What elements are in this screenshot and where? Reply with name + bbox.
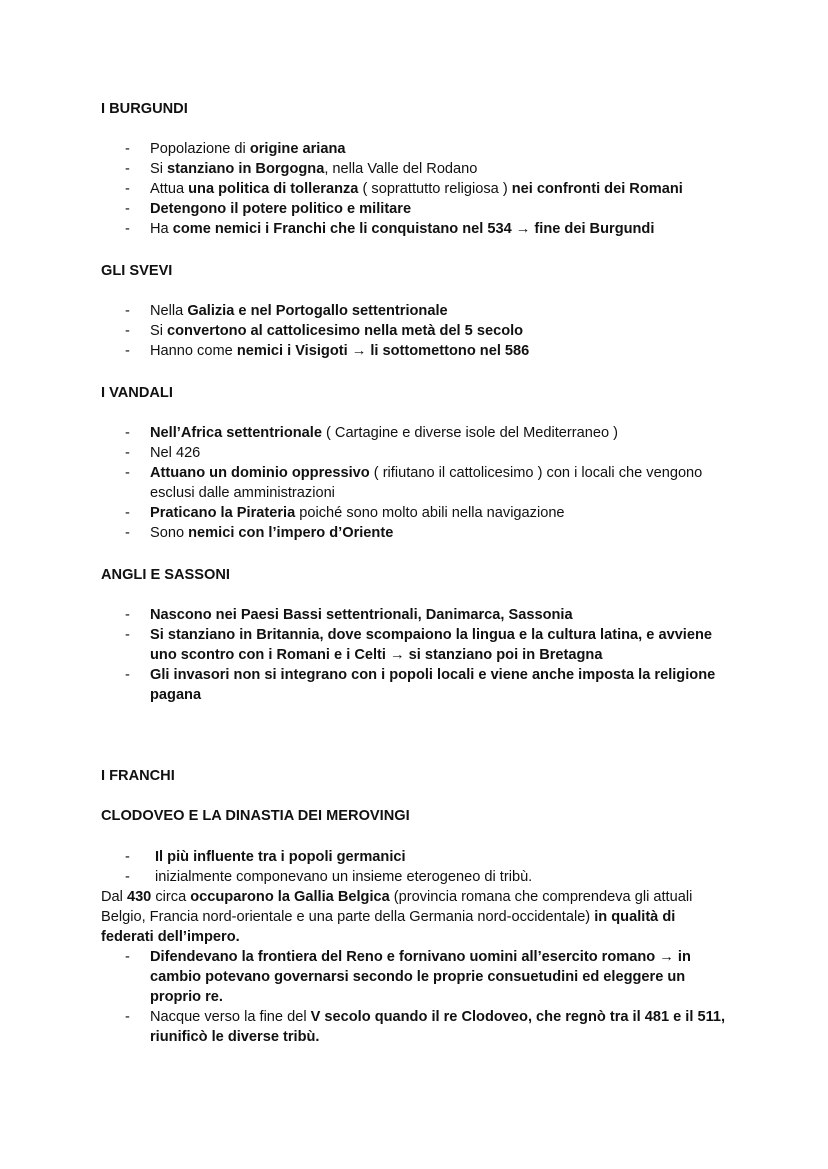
bullet-dash: - xyxy=(125,343,130,359)
text: , nella Valle del Rodano xyxy=(324,161,478,177)
bold-text: Galizia e nel Portogallo settentrionale xyxy=(187,303,448,319)
bold-text: Attuano un dominio oppressivo xyxy=(150,465,370,481)
text: Ha xyxy=(150,221,173,237)
bold-text: nei confronti dei Romani xyxy=(511,181,683,197)
text: Si xyxy=(150,161,168,177)
text: circa xyxy=(151,889,191,905)
bullet-dash: - xyxy=(125,445,130,461)
text: Nacque verso la fine del xyxy=(150,1009,311,1025)
bold-text: una politica di tolleranza xyxy=(188,181,359,197)
bullet-dash: - xyxy=(125,627,130,643)
list-item xyxy=(101,321,726,341)
bullet-dash: - xyxy=(125,161,130,177)
bold-text: Praticano la Pirateria xyxy=(150,505,296,521)
bold-text: 430 xyxy=(126,889,152,905)
bold-text: in qualità di federati dell’impero. xyxy=(101,909,676,945)
list-item xyxy=(101,219,726,239)
list-item xyxy=(101,139,726,159)
list-item xyxy=(101,1007,726,1047)
bullet-dash: - xyxy=(125,181,130,197)
list-item xyxy=(101,179,726,199)
bullet-dash: - xyxy=(125,323,130,339)
text: (provincia romana che comprendeva gli attuali Belgio, Francia nord-orientale e una parte della Germania nord-occidentale) xyxy=(101,889,693,925)
text: ( Cartagine e diverse isole del Mediterraneo ) xyxy=(321,425,619,441)
heading-angli-sassoni: ANGLI E SASSONI xyxy=(101,567,230,583)
bullet-dash: - xyxy=(125,525,130,541)
bold-text: Nell’Africa settentrionale xyxy=(150,425,322,441)
bullet-dash: - xyxy=(125,849,130,865)
list-item xyxy=(101,463,726,503)
list-item xyxy=(101,199,726,219)
bullet-dash: - xyxy=(125,221,130,237)
text: Hanno come xyxy=(150,343,237,359)
list-item xyxy=(101,341,726,361)
bullet-dash: - xyxy=(125,425,130,441)
bold-text: stanziano in Borgogna xyxy=(167,161,325,177)
text: Si xyxy=(150,323,168,339)
bold-text: Il più influente tra i popoli germanici xyxy=(155,849,406,865)
bullet-dash: - xyxy=(125,869,130,885)
list-item xyxy=(101,423,726,443)
list-angli-sassoni xyxy=(101,605,726,705)
list-item xyxy=(101,503,726,523)
list-item xyxy=(101,867,726,887)
list-franchi-2 xyxy=(101,947,726,1047)
list-item xyxy=(101,159,726,179)
list-franchi-1 xyxy=(101,847,726,887)
bold-text: Nascono nei Paesi Bassi settentrionali, Danimarca, Sassonia xyxy=(150,607,573,623)
bold-text: nemici i Visigoti → li sottomettono nel 586 xyxy=(236,343,530,359)
bullet-dash: - xyxy=(125,141,130,157)
heading-clodoveo: CLODOVEO E LA DINASTIA DEI MEROVINGI xyxy=(101,808,410,824)
bullet-dash: - xyxy=(125,465,130,481)
list-item xyxy=(101,665,726,705)
bold-text: Difendevano la frontiera del Reno e fornivano uomini all’esercito romano → in cambio potevano governarsi secondo le proprie consuetudini ed eleggere un proprio re. xyxy=(150,949,691,1005)
bold-text: Si stanziano in Britannia, dove scompaiono la lingua e la cultura latina, e avviene uno scontro con i Romani e i Celti → si stanziano poi in Bretagna xyxy=(150,627,713,663)
bullet-dash: - xyxy=(125,607,130,623)
list-item xyxy=(101,523,726,543)
list-vandali xyxy=(101,423,726,543)
bold-text: come nemici i Franchi che li conquistano nel 534 → fine dei Burgundi xyxy=(172,221,655,237)
heading-vandali: I VANDALI xyxy=(101,385,173,401)
text: Nel 426 xyxy=(150,445,201,461)
bullet-dash: - xyxy=(125,949,130,965)
list-burgundi xyxy=(101,139,726,239)
bold-text: V secolo quando il re Clodoveo, che regnò tra il 481 e il 511, riunificò le diverse tribù. xyxy=(150,1009,726,1045)
bullet-dash: - xyxy=(125,201,130,217)
bold-text: occuparono la Gallia Belgica xyxy=(190,889,390,905)
bold-text: nemici con l’impero d’Oriente xyxy=(188,525,394,541)
list-item xyxy=(101,443,726,463)
list-svevi xyxy=(101,301,726,361)
text: ( rifiutano il cattolicesimo ) con i locali che vengono esclusi dalle amministrazioni xyxy=(150,465,703,501)
text: Nella xyxy=(150,303,188,319)
bold-text: convertono al cattolicesimo nella metà del 5 secolo xyxy=(167,323,524,339)
bullet-dash: - xyxy=(125,303,130,319)
text: Sono xyxy=(150,525,189,541)
bullet-dash: - xyxy=(125,1009,130,1025)
text: Dal xyxy=(101,889,127,905)
list-item xyxy=(101,847,726,867)
bullet-dash: - xyxy=(125,667,130,683)
paragraph-gallia-belgica xyxy=(101,887,726,947)
text: poiché sono molto abili nella navigazione xyxy=(295,505,565,521)
bold-text: Detengono il potere politico e militare xyxy=(150,201,412,217)
list-item xyxy=(101,625,726,665)
text: Attua xyxy=(150,181,189,197)
heading-svevi: GLI SVEVI xyxy=(101,263,173,279)
bold-text: Gli invasori non si integrano con i popoli locali e viene anche imposta la religione pagana xyxy=(150,667,716,703)
bold-text: origine ariana xyxy=(249,141,346,157)
heading-burgundi: I BURGUNDI xyxy=(101,101,188,117)
heading-franchi: I FRANCHI xyxy=(101,768,175,784)
list-item xyxy=(101,301,726,321)
list-item xyxy=(101,605,726,625)
list-item xyxy=(101,947,726,1007)
text: inizialmente componevano un insieme eterogeneo di tribù. xyxy=(155,869,533,885)
text: ( soprattutto religiosa ) xyxy=(358,181,512,197)
text: Popolazione di xyxy=(150,141,250,157)
bullet-dash: - xyxy=(125,505,130,521)
